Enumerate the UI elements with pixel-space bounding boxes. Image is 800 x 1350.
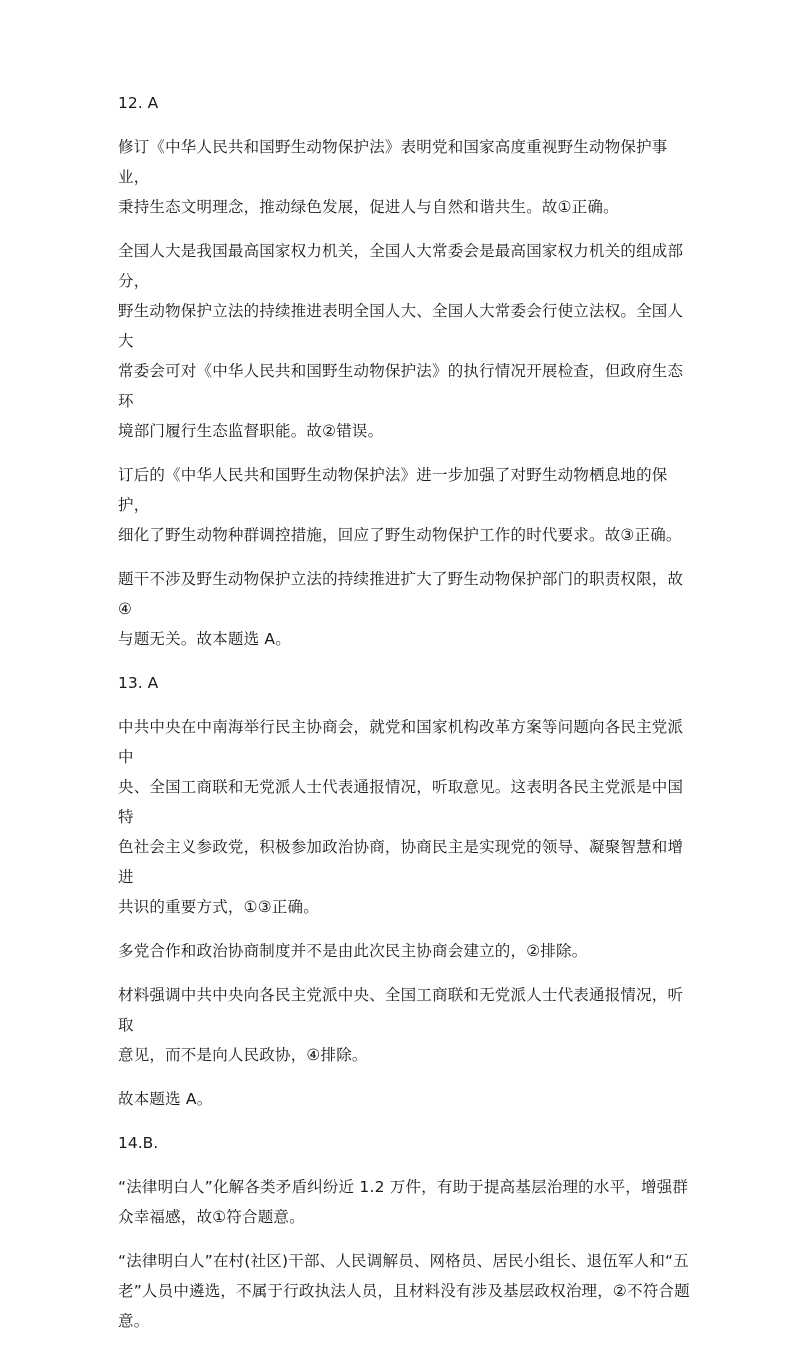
- question-number: 12. A: [118, 94, 159, 112]
- text-line: 中共中央在中南海举行民主协商会，就党和国家机构改革方案等问题向各民主党派中: [118, 718, 684, 766]
- text-line: 材料强调中共中央向各民主党派中央、全国工商联和无党派人士代表通报情况，听取: [118, 986, 684, 1034]
- paragraph: [118, 980, 690, 1070]
- text-line: 色社会主义参政党，积极参加政治协商，协商民主是实现党的领导、凝聚智慧和增进: [118, 838, 684, 886]
- text-line: 修订《中华人民共和国野生动物保护法》表明党和国家高度重视野生动物保护事业，: [118, 138, 668, 186]
- text-line: 细化了野生动物种群调控措施，回应了野生动物保护工作的时代要求。故③正确。: [118, 526, 682, 544]
- text-line: 野生动物保护立法的持续推进表明全国人大、全国人大常委会行使立法权。全国人大: [118, 302, 684, 350]
- text-line: 题干不涉及野生动物保护立法的持续推进扩大了野生动物保护部门的职责权限，故④: [118, 570, 684, 618]
- paragraph: [118, 1172, 690, 1232]
- text-line: “法律明白人”在村(社区)干部、人民调解员、网格员、居民小组长、退伍军人和“五: [118, 1252, 689, 1270]
- paragraph: [118, 236, 690, 446]
- text-line: 老”人员中遴选，不属于行政执法人员，且材料没有涉及基层政权治理，②不符合题: [118, 1282, 690, 1300]
- text-line: 常委会可对《中华人民共和国野生动物保护法》的执行情况开展检查，但政府生态环: [118, 362, 684, 410]
- text-line: 秉持生态文明理念，推动绿色发展，促进人与自然和谐共生。故①正确。: [118, 198, 619, 216]
- text-line: 意见，而不是向人民政协，④排除。: [118, 1046, 368, 1064]
- text-line: 意。: [118, 1312, 150, 1330]
- text-line: 与题无关。故本题选 A。: [118, 630, 291, 648]
- paragraph: [118, 564, 690, 654]
- document-page: [118, 88, 690, 1350]
- text-line: 全国人大是我国最高国家权力机关，全国人大常委会是最高国家权力机关的组成部分，: [118, 242, 684, 290]
- paragraph: [118, 712, 690, 922]
- text-line: “法律明白人”化解各类矛盾纠纷近 1.2 万件，有助于提高基层治理的水平，增强群: [118, 1178, 689, 1196]
- text-line: 故本题选 A。: [118, 1090, 213, 1108]
- paragraph: [118, 936, 690, 966]
- paragraph: [118, 1084, 690, 1114]
- text-line: 订后的《中华人民共和国野生动物保护法》进一步加强了对野生动物栖息地的保护，: [118, 466, 668, 514]
- paragraph: [118, 460, 690, 550]
- paragraph: [118, 132, 690, 222]
- question-number: 13. A: [118, 674, 159, 692]
- text-line: 央、全国工商联和无党派人士代表通报情况，听取意见。这表明各民主党派是中国特: [118, 778, 684, 826]
- text-line: 共识的重要方式，①③正确。: [118, 898, 319, 916]
- text-line: 众幸福感，故①符合题意。: [118, 1208, 305, 1226]
- text-line: 境部门履行生态监督职能。故②错误。: [118, 422, 384, 440]
- paragraph: [118, 1246, 690, 1336]
- text-line: 多党合作和政治协商制度并不是由此次民主协商会建立的，②排除。: [118, 942, 588, 960]
- question-number: 14.B.: [118, 1134, 159, 1152]
